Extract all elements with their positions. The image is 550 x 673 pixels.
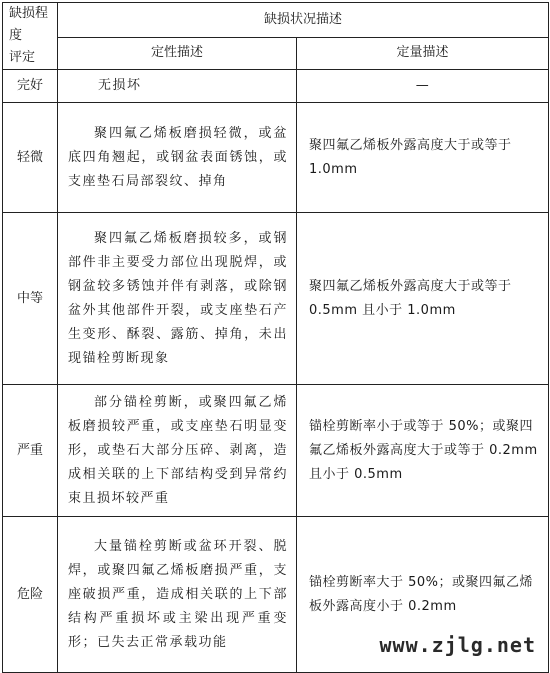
header-grade-line1: 缺损程度	[9, 6, 49, 43]
qualitative-cell: 聚四氟乙烯板磨损较多，或钢部件非主要受力部位出现脱焊，或钢盆较多锈蚀并伴有剥落，或除钢盆外其他部件开裂，或支座垫石产生变形、酥裂、露筋、掉角，未出现锚栓剪断现象	[58, 213, 297, 385]
quantitative-cell: 锚栓剪断率小于或等于 50%；或聚四氟乙烯板外露高度大于或等于 0.2mm 且小于 0.5mm	[297, 385, 549, 517]
qualitative-cell: 聚四氟乙烯板磨损轻微，或盆底四角翘起，或钢盆表面锈蚀，或支座垫石局部裂纹、掉角	[58, 103, 297, 213]
grade-cell: 中等	[3, 213, 58, 385]
table-subheader-row	[3, 37, 549, 69]
header-grade	[3, 3, 58, 70]
qualitative-cell: 大量锚栓剪断或盆环开裂、脱焊，或聚四氟乙烯板磨损严重，支座破损严重，造成相关联的上下部结构严重损坏或主梁出现严重变形；已失去正常承载功能	[58, 517, 297, 673]
table-row	[3, 385, 549, 517]
site-watermark: www.zjlg.net	[379, 633, 536, 657]
grade-cell: 轻微	[3, 103, 58, 213]
grade-cell: 完好	[3, 70, 58, 103]
quantitative-cell: 锚栓剪断率大于 50%；或聚四氟乙烯板外露高度小于 0.2mm	[297, 517, 549, 673]
table-row	[3, 213, 549, 385]
table-row	[3, 103, 549, 213]
header-qualitative: 定性描述	[58, 37, 297, 69]
quantitative-cell: 聚四氟乙烯板外露高度大于或等于 1.0mm	[297, 103, 549, 213]
table-row	[3, 70, 549, 103]
quantitative-cell: —	[297, 70, 549, 103]
qualitative-cell: 部分锚栓剪断，或聚四氟乙烯板磨损较严重，或支座垫石明显变形，或垫石大部分压碎、剥离，造成相关联的上下部结构受到异常约束且损坏较严重	[58, 385, 297, 517]
header-description: 缺损状况描述	[58, 3, 549, 38]
qualitative-cell: 无损坏	[58, 70, 297, 103]
grade-cell: 危险	[3, 517, 58, 673]
header-quantitative: 定量描述	[297, 37, 549, 69]
damage-grade-table	[2, 2, 549, 673]
header-grade-line2: 评定	[9, 50, 36, 65]
table-header-row	[3, 3, 549, 38]
quantitative-cell: 聚四氟乙烯板外露高度大于或等于 0.5mm 且小于 1.0mm	[297, 213, 549, 385]
grade-cell: 严重	[3, 385, 58, 517]
